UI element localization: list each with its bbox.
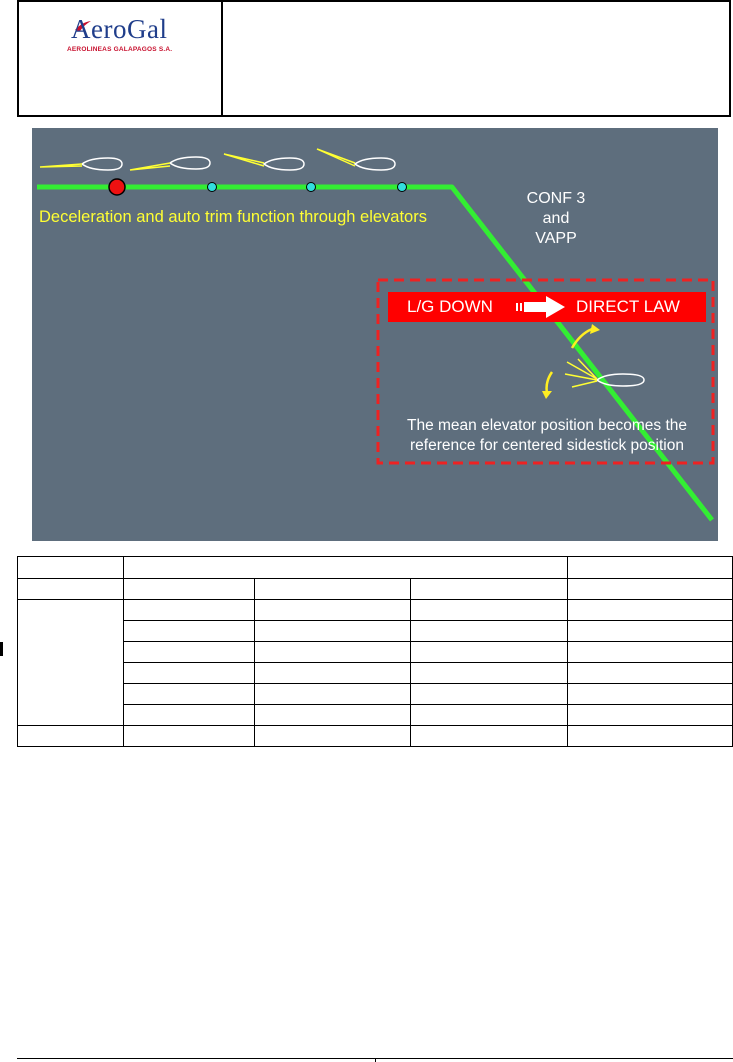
table-cell <box>124 642 254 663</box>
rotate-arrow-down-head-icon <box>542 391 552 399</box>
table-cell <box>567 557 732 579</box>
table-cell <box>124 663 254 684</box>
path-point-3 <box>398 183 407 192</box>
table-cell <box>567 726 732 747</box>
table-cell <box>410 600 567 621</box>
table-cell <box>567 579 732 600</box>
rotate-arrow-up-icon <box>572 329 592 348</box>
airfoil-1 <box>40 158 122 170</box>
table-cell <box>254 621 410 642</box>
table-cell <box>254 600 410 621</box>
figure-graphics <box>32 128 718 541</box>
aerogal-logo <box>38 14 203 56</box>
table-cell <box>410 621 567 642</box>
table-cell <box>124 579 254 600</box>
table-cell <box>254 684 410 705</box>
revision-bar <box>0 642 3 656</box>
table-row <box>18 726 733 747</box>
table-cell <box>124 557 568 579</box>
table-cell <box>410 726 567 747</box>
table-cell <box>254 642 410 663</box>
document-header <box>17 0 731 117</box>
logo-subtitle: AEROLINEAS GALAPAGOS S.A. <box>67 46 173 53</box>
table-cell <box>18 557 124 579</box>
elevator-trim-figure <box>32 128 718 541</box>
table-cell <box>254 705 410 726</box>
table-row <box>18 579 733 600</box>
table-cell <box>18 600 124 726</box>
airfoil-3 <box>224 154 304 170</box>
table-cell <box>254 663 410 684</box>
airfoil-4 <box>317 149 395 170</box>
table-cell <box>567 684 732 705</box>
table-cell <box>124 621 254 642</box>
table-cell <box>410 684 567 705</box>
table-row <box>18 557 733 579</box>
logo-name: AeroGal <box>71 14 168 44</box>
table-row <box>18 663 733 684</box>
table-row <box>18 621 733 642</box>
decel-start-point <box>109 179 125 195</box>
flight-path-line <box>37 187 712 520</box>
rotate-arrow-down-icon <box>547 372 552 393</box>
rotate-arrow-up-head-icon <box>590 324 600 334</box>
conf-line-2: and <box>542 210 570 227</box>
table-cell <box>410 705 567 726</box>
table-cell <box>567 600 732 621</box>
deceleration-label: Deceleration and auto trim function through elevators <box>39 208 427 226</box>
path-point-1 <box>208 183 217 192</box>
table-cell <box>567 705 732 726</box>
table-cell <box>18 579 124 600</box>
path-point-2 <box>307 183 316 192</box>
table-cell <box>124 600 254 621</box>
table-row <box>18 684 733 705</box>
table-cell <box>410 579 567 600</box>
mean-elevator-note: The mean elevator position becomes the reference for centered sidestick position <box>406 417 688 454</box>
conf-line-1: CONF 3 <box>526 190 586 207</box>
table-cell <box>124 726 254 747</box>
lg-down-label: L/G DOWN <box>407 297 493 316</box>
footer-divider <box>375 1058 376 1062</box>
table-cell <box>567 663 732 684</box>
table-cell <box>124 705 254 726</box>
conf-line-3: VAPP <box>535 230 577 247</box>
table-row <box>18 600 733 621</box>
table-row <box>18 705 733 726</box>
direct-law-banner <box>388 292 706 322</box>
document-table <box>17 556 733 747</box>
table-cell <box>410 663 567 684</box>
table-cell <box>567 642 732 663</box>
table-cell <box>124 684 254 705</box>
conf-label <box>507 189 605 249</box>
direct-law-label: DIRECT LAW <box>576 297 680 316</box>
table-row <box>18 642 733 663</box>
table-cell <box>254 579 410 600</box>
table-cell <box>254 726 410 747</box>
right-arrow-icon <box>516 296 566 318</box>
airfoil-2 <box>130 157 210 170</box>
logo-cell <box>19 2 223 115</box>
table-cell <box>18 726 124 747</box>
table-cell <box>567 621 732 642</box>
table-cell <box>410 642 567 663</box>
